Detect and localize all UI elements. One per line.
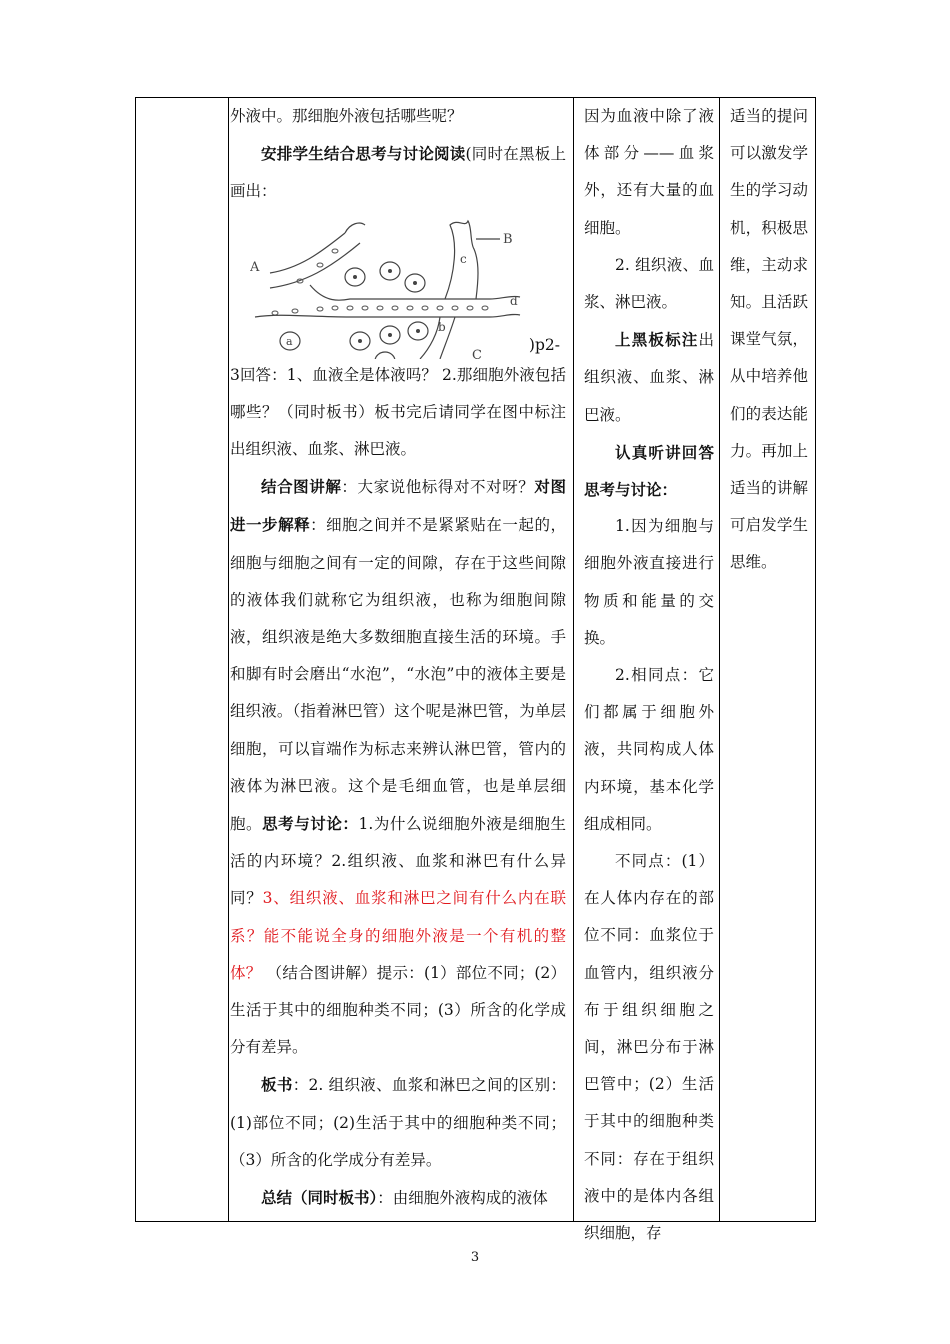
text: ：细胞之间并不是紧紧贴在一起的，细胞与细胞之间有一定的间隙，存在于这些间隙的液体我们就称它为组织液，也称为细胞间隙液，组织液是绝大多数细胞直接生活的环境。手和脚有时会磨出“水泡”，“水泡”中的液体主要是组织液。（指着淋巴管）这个呢是淋巴管，为单层细胞，可以盲端作为标志来辨认淋巴管，管内的液体为淋巴液。这个是毛细血管，也是单层细胞。 [230,516,566,834]
text: 1.为什么说细胞外液是细胞生活的内环境？2.组织液、血浆和淋巴有什么异同？ [230,815,566,908]
label-d: d [510,293,518,308]
text: ：2. 组织液、血浆和淋巴之间的区别：(1)部位不同；(2)生活于其中的细胞种类不同；（3）所含的化学成分有差异。 [230,1076,566,1169]
highlighted-question: 3、组织液、血浆和淋巴之间有什么内在联系？能不能说全身的细胞外液是一个有机的整体？ [230,889,566,982]
student-activity-column [584,98,714,1252]
paragraph [230,468,566,1066]
figure-reference: )p2- [528,336,560,355]
label-A: A [250,259,260,275]
paragraph: 不同点：(1）在人体内存在的部位不同：血浆位于血管内，组织液分布于组织细胞之间，淋巴分布于淋巴管中；(2）生活于其中的细胞种类不同：存在于组织液中的是体内各组织细胞，存 [584,852,714,1243]
paragraph [230,1066,566,1179]
paragraph: 1.因为细胞与细胞外液直接进行物质和能量的交换。 [584,517,714,647]
bold-text: 板书 [261,1075,293,1095]
paragraph: 2. 组织液、血浆、淋巴液。 [584,255,714,312]
bold-text: 结合图讲解 [261,477,342,497]
paragraph: 因为血液中除了液体部分——血浆外，还有大量的血细胞。 [584,107,714,237]
bold-text: 上黑板标注 [615,330,699,350]
paragraph: 3回答：1、血液全是体液吗？ 2.那细胞外液包括哪些？（同时板书）板书完后请同学在图中标注出组织液、血浆、淋巴液。 [230,365,566,459]
label-c: c [460,251,467,266]
design-intent-column [730,98,808,582]
paragraph: 适当的提问可以激发学生的学习动机，积极思维，主动求知。且活跃课堂气氛，从中培养他们的表达能力。再加上适当的讲解可启发学生思维。 [730,107,808,572]
paragraph: 2.相同点：它们都属于细胞外液，共同构成人体内环境，基本化学组成相同。 [584,666,714,833]
bold-text: 思考与讨论： [262,814,359,834]
label-b: b [438,319,446,334]
capillary-diagram [250,213,530,359]
column-divider [573,98,574,1221]
paragraph [584,321,714,434]
text: （结合图讲解）提示：(1）部位不同；(2）生活于其中的细胞种类不同；(3）所含的化学成分有差异。 [230,963,566,1057]
lesson-plan-table [135,97,816,1243]
paragraph [230,1179,566,1217]
column-divider [719,98,720,1221]
paragraph: 认真听讲回答思考与讨论： [584,442,714,500]
page-number: 3 [470,1250,480,1265]
bold-text: 总结（同时板书） [261,1188,378,1208]
text: (同时在黑板上画出： [230,145,566,201]
paragraph: 外液中。那细胞外液包括哪些呢？ [230,107,463,125]
bold-text: 安排学生结合思考与讨论阅读 [261,144,466,164]
body-fluid-diagram [230,211,566,357]
label-B: B [503,231,513,247]
paragraph [230,135,566,210]
column-divider [228,98,229,1221]
label-a: a [286,334,293,348]
text: 出组织液、血浆、淋巴液。 [584,331,714,424]
text: ：大家说他标得对不对呀？ [341,478,535,497]
teacher-activity-column [230,98,566,1217]
bold-text: 对图进一步解释 [230,477,566,535]
label-C: C [472,347,482,359]
text: ：由细胞外液构成的液体 [377,1189,548,1208]
